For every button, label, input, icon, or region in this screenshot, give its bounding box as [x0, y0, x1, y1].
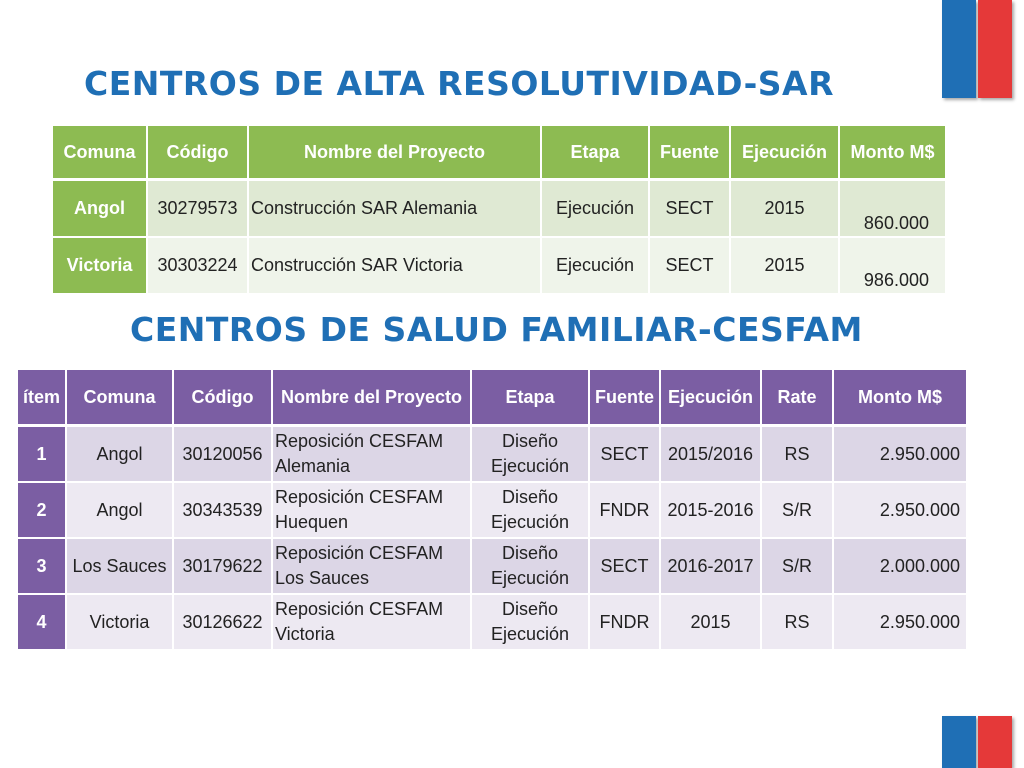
cesfam-header-rate: Rate: [761, 370, 833, 426]
cesfam-cell-comuna: Angol: [66, 426, 173, 483]
sar-cell-codigo: 30279573: [147, 180, 248, 238]
cesfam-header-fuente: Fuente: [589, 370, 660, 426]
flag-decoration-bottom: [942, 716, 1016, 768]
cesfam-cell-etapa: Diseño Ejecución: [471, 482, 589, 538]
flag-blue-bar: [942, 716, 976, 768]
sar-header-monto: Monto M$: [839, 126, 946, 180]
sar-cell-monto: 986.000: [839, 237, 946, 294]
cesfam-cell-rate: RS: [761, 426, 833, 483]
cesfam-cell-nombre: Reposición CESFAM Alemania: [272, 426, 471, 483]
cesfam-cell-etapa: Diseño Ejecución: [471, 538, 589, 594]
cesfam-cell-etapa: Diseño Ejecución: [471, 426, 589, 483]
sar-header-ejecucion: Ejecución: [730, 126, 839, 180]
table-row: [53, 180, 946, 238]
sar-cell-etapa: Ejecución: [541, 180, 649, 238]
sar-cell-ejecucion: 2015: [730, 237, 839, 294]
cesfam-header-etapa: Etapa: [471, 370, 589, 426]
cesfam-cell-ejecucion: 2015-2016: [660, 482, 761, 538]
cesfam-cell-codigo: 30126622: [173, 594, 272, 650]
sar-cell-comuna: Angol: [53, 180, 147, 238]
cesfam-cell-codigo: 30120056: [173, 426, 272, 483]
cesfam-cell-rate: S/R: [761, 538, 833, 594]
sar-cell-nombre: Construcción SAR Victoria: [248, 237, 541, 294]
cesfam-cell-monto: 2.950.000: [833, 426, 967, 483]
sar-cell-fuente: SECT: [649, 180, 730, 238]
cesfam-cell-fuente: FNDR: [589, 594, 660, 650]
cesfam-header-ejecucion: Ejecución: [660, 370, 761, 426]
cesfam-cell-codigo: 30343539: [173, 482, 272, 538]
flag-red-bar: [978, 0, 1012, 98]
sar-header-codigo: Código: [147, 126, 248, 180]
cesfam-cell-monto: 2.950.000: [833, 594, 967, 650]
cesfam-cell-fuente: SECT: [589, 538, 660, 594]
cesfam-cell-rate: S/R: [761, 482, 833, 538]
cesfam-cell-nombre: Reposición CESFAM Victoria: [272, 594, 471, 650]
sar-header-nombre: Nombre del Proyecto: [248, 126, 541, 180]
flag-decoration-top: [942, 0, 1016, 98]
cesfam-header-codigo: Código: [173, 370, 272, 426]
cesfam-cell-comuna: Angol: [66, 482, 173, 538]
cesfam-header-item: ítem: [18, 370, 66, 426]
sar-cell-ejecucion: 2015: [730, 180, 839, 238]
sar-cell-nombre: Construcción SAR Alemania: [248, 180, 541, 238]
cesfam-title: CENTROS DE SALUD FAMILIAR-CESFAM: [130, 310, 863, 349]
cesfam-cell-monto: 2.000.000: [833, 538, 967, 594]
cesfam-cell-item: 3: [18, 538, 66, 594]
sar-table: [53, 126, 947, 295]
cesfam-cell-codigo: 30179622: [173, 538, 272, 594]
cesfam-cell-nombre: Reposición CESFAM Huequen: [272, 482, 471, 538]
table-row: [18, 426, 967, 483]
sar-cell-etapa: Ejecución: [541, 237, 649, 294]
sar-header-row: [53, 126, 946, 180]
table-row: [18, 538, 967, 594]
cesfam-cell-comuna: Los Sauces: [66, 538, 173, 594]
cesfam-header-nombre: Nombre del Proyecto: [272, 370, 471, 426]
cesfam-cell-monto: 2.950.000: [833, 482, 967, 538]
table-row: [18, 482, 967, 538]
cesfam-cell-etapa: Diseño Ejecución: [471, 594, 589, 650]
cesfam-header-comuna: Comuna: [66, 370, 173, 426]
cesfam-table: [18, 370, 968, 651]
sar-header-etapa: Etapa: [541, 126, 649, 180]
flag-blue-bar: [942, 0, 976, 98]
sar-cell-monto: 860.000: [839, 180, 946, 238]
cesfam-cell-rate: RS: [761, 594, 833, 650]
table-row: [18, 594, 967, 650]
cesfam-cell-comuna: Victoria: [66, 594, 173, 650]
cesfam-cell-item: 4: [18, 594, 66, 650]
cesfam-header-monto: Monto M$: [833, 370, 967, 426]
cesfam-cell-fuente: SECT: [589, 426, 660, 483]
cesfam-cell-ejecucion: 2016-2017: [660, 538, 761, 594]
sar-cell-fuente: SECT: [649, 237, 730, 294]
table-row: [53, 237, 946, 294]
cesfam-cell-ejecucion: 2015: [660, 594, 761, 650]
sar-header-comuna: Comuna: [53, 126, 147, 180]
cesfam-cell-nombre: Reposición CESFAM Los Sauces: [272, 538, 471, 594]
cesfam-cell-item: 1: [18, 426, 66, 483]
flag-red-bar: [978, 716, 1012, 768]
sar-cell-comuna: Victoria: [53, 237, 147, 294]
cesfam-cell-item: 2: [18, 482, 66, 538]
cesfam-header-row: [18, 370, 967, 426]
sar-title: CENTROS DE ALTA RESOLUTIVIDAD-SAR: [84, 64, 834, 103]
cesfam-cell-ejecucion: 2015/2016: [660, 426, 761, 483]
sar-cell-codigo: 30303224: [147, 237, 248, 294]
sar-header-fuente: Fuente: [649, 126, 730, 180]
cesfam-cell-fuente: FNDR: [589, 482, 660, 538]
